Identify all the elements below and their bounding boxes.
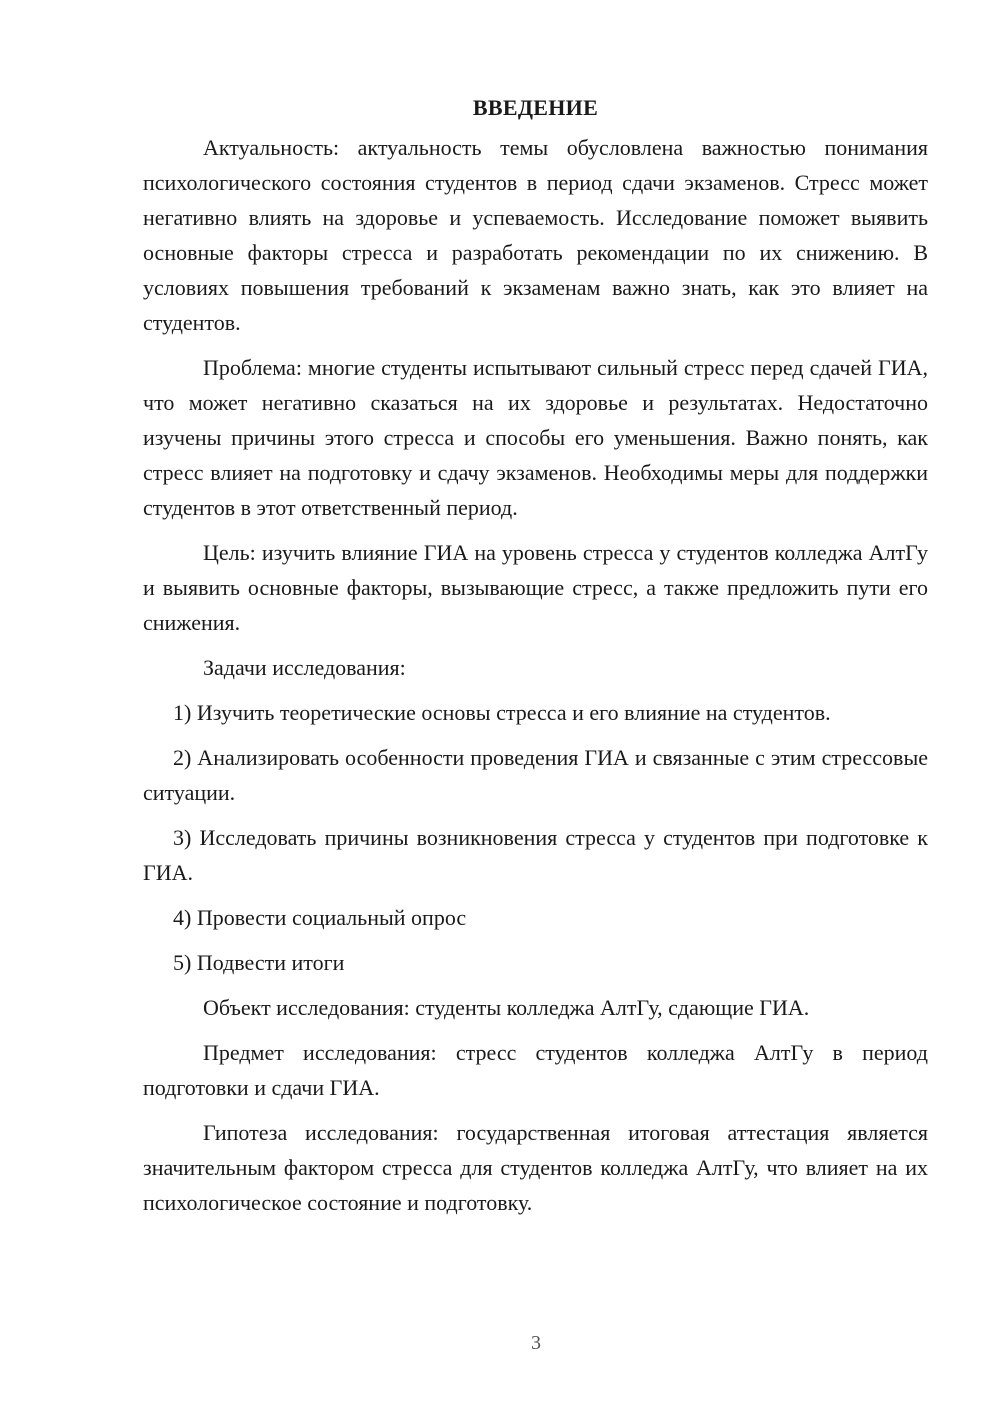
object-paragraph: Объект исследования: студенты колледжа АлтГу, сдающие ГИА.	[203, 995, 810, 1020]
page-number: 3	[531, 1332, 541, 1354]
task-item-2: 2) Анализировать особенности проведения ГИА и связанные с этим стрессовые ситуации.	[143, 745, 928, 805]
page-title: ВВЕДЕНИЕ	[472, 95, 599, 120]
document-page	[143, 90, 928, 1220]
goal-paragraph: Цель: изучить влияние ГИА на уровень стресса у студентов колледжа АлтГу и выявить основные факторы, вызывающие стресс, а также предложить пути его снижения.	[143, 540, 928, 635]
relevance-paragraph: Актуальность: актуальность темы обусловлена важностью понимания психологического состояния студентов в период сдачи экзаменов. Стресс может негативно влиять на здоровье и успеваемость. Исследование поможет выявить основные факторы стресса и разработать рекомендации по их снижению. В условиях повышения требований к экзаменам важно знать, как это влияет на студентов.	[143, 135, 928, 335]
tasks-title: Задачи исследования:	[203, 655, 406, 680]
subject-paragraph: Предмет исследования: стресс студентов колледжа АлтГу в период подготовки и сдачи ГИА.	[143, 1040, 928, 1100]
task-item-4: 4) Провести социальный опрос	[173, 905, 467, 930]
task-item-3: 3) Исследовать причины возникновения стресса у студентов при подготовке к ГИА.	[143, 825, 928, 885]
hypothesis-paragraph: Гипотеза исследования: государственная итоговая аттестация является значительным фактором стресса для студентов колледжа АлтГу, что влияет на их психологическое состояние и подготовку.	[143, 1120, 928, 1215]
task-item-5: 5) Подвести итоги	[173, 950, 345, 975]
problem-paragraph: Проблема: многие студенты испытывают сильный стресс перед сдачей ГИА, что может негативно сказаться на их здоровье и результатах. Недостаточно изучены причины этого стресса и способы его уменьшения. Важно понять, как стресс влияет на подготовку и сдачу экзаменов. Необходимы меры для поддержки студентов в этот ответственный период.	[143, 355, 928, 520]
task-item-1: 1) Изучить теоретические основы стресса и его влияние на студентов.	[173, 700, 831, 725]
